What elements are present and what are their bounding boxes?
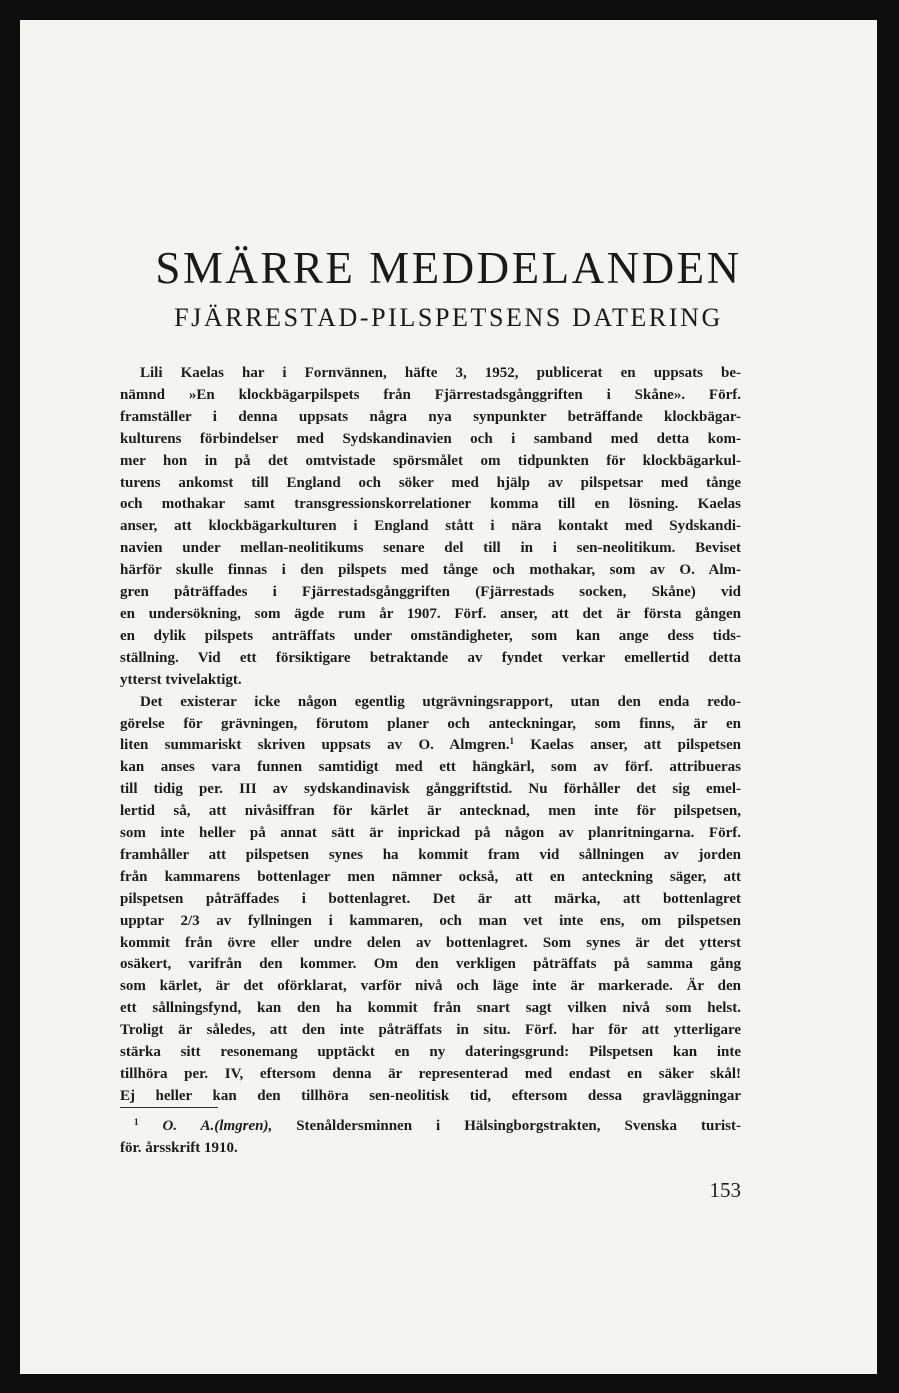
body-line: Ej heller kan den tillhöra sen-neolitisk tid, eftersom dessa gravläggningar <box>120 1087 741 1104</box>
body-line: och mothakar samt transgressionskorrelationer komma till en lösning. Kaelas <box>120 496 741 513</box>
body-line: upptar 2/3 av fyllningen i kammaren, och man vet inte ens, om pilspetsen <box>120 912 741 929</box>
body-line: framställer i denna uppsats några nya synpunkter beträffande klockbägar- <box>120 408 741 425</box>
body-line: stärka sitt resonemang upptäckt en ny dateringsgrund: Pilspetsen kan inte <box>120 1044 741 1061</box>
body-line: Troligt är således, att den inte påträffats in situ. Förf. har för att ytterligare <box>120 1022 741 1039</box>
body-line: navien under mellan-neolitikums senare del till in i sen-neolitikum. Beviset <box>120 540 741 557</box>
body-line-part: Kaelas anser, att pilspetsen <box>514 737 741 754</box>
body-line: lertid så, att nivåsiffran för kärlet är antecknad, men inte för pilspetsen, <box>120 803 741 820</box>
body-line: kommit från övre eller undre delen av bottenlagret. Som synes är det ytterst <box>120 934 741 951</box>
body-line: kulturens förbindelser med Sydskandinavien och i samband med detta kom- <box>120 430 741 447</box>
article-body <box>120 363 741 1108</box>
body-line: kan anses vara funnen samtidigt med ett hängkärl, som av förf. attribueras <box>120 759 741 776</box>
body-line-with-footnote-ref <box>120 735 741 757</box>
body-line: gren påträffades i Fjärrestadsgånggriften (Fjärrestads socken, Skåne) vid <box>120 584 741 601</box>
body-line: pilspetsen påträffades i bottenlagret. Det är att märka, att bottenlagret <box>120 890 741 907</box>
body-line: nämnd »En klockbägarpilspets från Fjärrestadsgånggriften i Skåne». Förf. <box>120 386 741 403</box>
body-line: osäkert, varifrån den kommer. Om den verkligen påträffats på samma gång <box>120 956 741 973</box>
body-line: ställning. Vid ett försiktigare betraktande av fyndet verkar emellertid detta <box>120 649 741 666</box>
body-line: en undersökning, som ägde rum år 1907. Förf. anser, att det är första gången <box>120 605 741 622</box>
body-line: framhåller att pilspetsen synes ha kommit fram vid sållningen av jorden <box>120 846 741 863</box>
body-line: Det existerar icke någon egentlig utgrävningsrapport, utan den enda redo- <box>140 693 741 710</box>
body-line: en dylik pilspets anträffats under omständigheter, som kan ange dess tids- <box>120 627 741 644</box>
body-line: turens ankomst till England och söker med hjälp av pilspetsar med tånge <box>120 474 741 491</box>
body-line: tillhöra per. IV, eftersom denna är representerad med endast en säker skål! <box>120 1066 741 1082</box>
footnote-divider <box>120 1107 218 1108</box>
body-line: från kammarens bottenlager men nämner också, att en anteckning säger, att <box>120 868 741 885</box>
footnote-line: för. årsskrift 1910. <box>120 1139 238 1156</box>
body-line: som kärlet, är det oförklarat, varför nivå och läge inte är markerade. Är den <box>120 978 741 995</box>
article-title: FJÄRRESTAD-PILSPETSENS DATERING <box>174 303 723 332</box>
body-line: ett sållningsfynd, kan den ha kommit från snart sagt vilken nivå som helst. <box>120 1000 741 1017</box>
footnote-reference: 1 <box>509 736 515 747</box>
body-line: anser, att klockbägarkulturen i England stått i nära kontakt med Sydskandi- <box>120 518 741 535</box>
footnote-line <box>120 1116 741 1138</box>
document-page <box>20 20 877 1374</box>
body-line: mer hon in på det omtvistade spörsmålet om tidpunkten för klockbägarkul- <box>120 452 741 469</box>
body-line-part: liten summariskt skriven uppsats av O. Almgren. <box>120 737 510 754</box>
body-line: till tidig per. III av sydskandinavisk gånggriftstid. Nu förhåller det sig emel- <box>120 781 741 798</box>
body-line: härför skulle finnas i den pilspets med tånge och mothakar, som av O. Alm- <box>120 562 741 579</box>
footnote-text: Stenåldersminnen i Hälsingborgstrakten, Svenska turist- <box>272 1118 741 1134</box>
page-number: 153 <box>709 1178 741 1202</box>
body-line: görelse för grävningen, förutom planer och anteckningar, som finns, är en <box>120 715 741 732</box>
body-line: Lili Kaelas har i Fornvännen, häfte 3, 1952, publicerat en uppsats be- <box>140 365 741 381</box>
footnote-author: O. A.(lmgren), <box>162 1118 273 1134</box>
section-heading: SMÄRRE MEDDELANDEN <box>155 243 742 293</box>
footnote <box>120 1116 741 1160</box>
body-line: som inte heller på annat sätt är inprickad på någon av planritningarna. Förf. <box>120 825 741 842</box>
body-line: ytterst tvivelaktigt. <box>120 671 242 688</box>
footnote-marker: 1 <box>134 1117 139 1127</box>
